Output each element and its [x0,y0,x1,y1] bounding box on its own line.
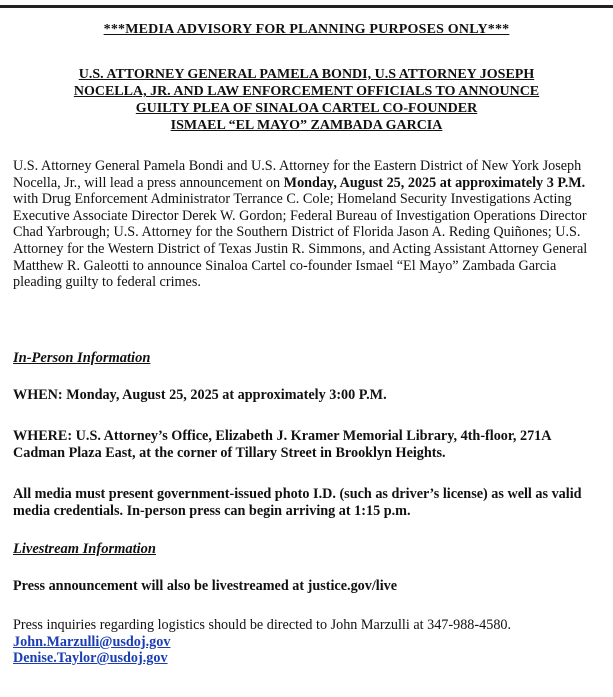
media-requirements: All media must present government-issued photo I.D. (such as driver’s license) as well as valid media credentials. In-person press can begin arriving at 1:15 p.m. [13,486,582,519]
intro-text-part1: U.S. Attorney General Pamela Bondi and U.S. Attorney for the Eastern District of New York Joseph Nocella, Jr., will lead a press announcement on [13,158,582,191]
intro-text-part2: with Drug Enforcement Administrator Terrance C. Cole; Homeland Security Investigations Acting Executive Associate Director Derek W. Gordon; Federal Bureau of Investigation Operations Director Chad Yarbrough; U.S. Attorney for the Southern District of Florida Jason A. Reding Quiñones; U.S. Attorney for the Western District of Texas Justin R. Simmons, and Acting Assistant Attorney General Matthew R. Galeotti to announce Sinaloa Cartel co-founder Ismael “El Mayo” Zambada Garcia pleading guilty to federal crimes. [13,191,588,291]
headline-line: NOCELLA, JR. AND LAW ENFORCEMENT OFFICIALS TO ANNOUNCE [73,84,540,99]
when-line: WHEN: Monday, August 25, 2025 at approximately 3:00 P.M. [13,387,387,403]
advisory-banner: ***MEDIA ADVISORY FOR PLANNING PURPOSES ONLY*** [103,22,510,37]
livestream-text: Press announcement will also be livestreamed at justice.gov/live [13,578,398,594]
top-rule [0,5,613,8]
where-paragraph: WHERE: U.S. Attorney’s Office, Elizabeth J. Kramer Memorial Library, 4th-floor, 271A Cadman Plaza East, at the corner of Tillary Street in Brooklyn Heights. [13,428,551,461]
headline-line: GUILTY PLEA OF SINALOA CARTEL CO-FOUNDER [135,101,478,116]
intro-paragraph [13,158,605,291]
email-link-denise[interactable]: Denise.Taylor@usdoj.gov [13,650,168,667]
headline [20,66,593,134]
contact-text: Press inquiries regarding logistics should be directed to John Marzulli at 347-988-4580. [13,617,512,633]
intro-date-bold: Monday, August 25, 2025 at approximately 3 P.M. [283,174,586,191]
livestream-heading: Livestream Information [13,541,156,557]
headline-line: U.S. ATTORNEY GENERAL PAMELA BONDI, U.S ATTORNEY JOSEPH [78,67,535,82]
contact-block [13,617,605,667]
email-link-john[interactable]: John.Marzulli@usdoj.gov [13,633,171,650]
headline-line: ISMAEL “EL MAYO” ZAMBADA GARCIA [170,118,443,133]
in-person-heading: In-Person Information [13,350,151,366]
